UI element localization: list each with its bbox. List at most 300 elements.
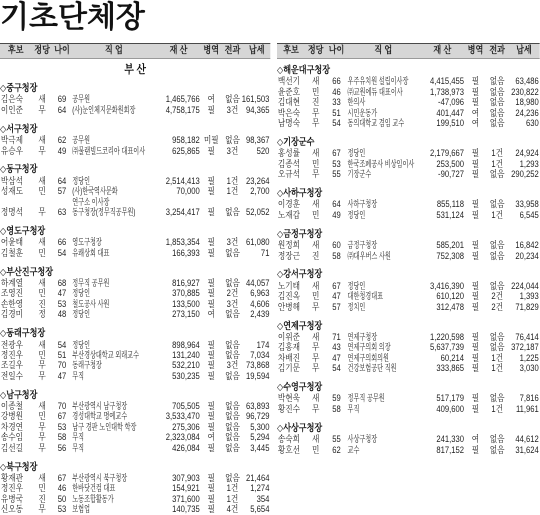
military-service: 필 xyxy=(207,278,215,289)
military-service: 필 xyxy=(207,421,215,432)
district-group xyxy=(0,329,270,381)
criminal-record: 없음 xyxy=(489,76,505,87)
occupation-text: ㈜교원에듀 대표이사 xyxy=(347,86,403,97)
occupation-text: 경성대학교 명예교수 xyxy=(72,411,128,422)
header-tax-paid: 납세 xyxy=(516,45,532,56)
party: 새 xyxy=(311,393,320,404)
candidate-row xyxy=(0,443,270,453)
occupation-text: 교수 xyxy=(347,444,360,455)
occupation xyxy=(347,342,420,352)
region-title: 부 산 xyxy=(124,64,146,76)
candidate-name: 박현욱 xyxy=(277,393,301,404)
header-property: 재 산 xyxy=(169,45,188,56)
criminal-record: 2건 xyxy=(491,301,503,312)
property: 958,182 xyxy=(172,135,200,146)
district-heading: ◇수영구청장 xyxy=(277,382,323,394)
header-party: 정당 xyxy=(307,45,324,56)
military-service: 필 xyxy=(207,349,215,360)
tax-paid: 6,545 xyxy=(519,209,539,220)
criminal-record: 1건 xyxy=(226,186,239,197)
military-service: 필 xyxy=(207,504,215,515)
candidate-name: 김은숙 xyxy=(0,94,24,105)
candidate-name: 황호선 xyxy=(277,444,301,455)
age: 59 xyxy=(332,393,341,404)
candidate-row xyxy=(0,176,270,186)
district-heading: ◇부산진구청장 xyxy=(0,266,54,278)
party: 민 xyxy=(38,288,46,299)
candidate-name: 송수임 xyxy=(0,432,24,443)
property: 816,927 xyxy=(172,278,200,289)
occupation xyxy=(347,445,420,455)
party: 진 xyxy=(38,298,46,309)
occupation xyxy=(347,393,420,403)
property: 817,152 xyxy=(436,444,464,455)
occupation xyxy=(347,159,420,169)
age: 33 xyxy=(332,97,341,108)
occupation-text: 연제구의회의원 xyxy=(347,352,389,363)
military-service: 필 xyxy=(207,104,215,115)
candidate-row xyxy=(277,302,540,312)
header-criminal-record: 전과 xyxy=(489,45,505,56)
occupation-text: ㈜대우버스 사원 xyxy=(347,250,391,261)
tax-paid: 372,187 xyxy=(511,342,539,353)
left-candidate-table xyxy=(0,43,270,515)
age: 60 xyxy=(332,240,341,251)
tax-paid: 21,464 xyxy=(246,472,270,483)
property: -90,727 xyxy=(438,169,464,180)
age: 53 xyxy=(332,158,341,169)
age: 47 xyxy=(57,370,67,381)
occupation-text: 부산경상대학교 외래교수 xyxy=(72,349,139,360)
occupation xyxy=(71,299,156,309)
district-group xyxy=(277,66,540,128)
occupation-text: 우주유치원 설립이사장 xyxy=(347,76,409,87)
header-criminal-record: 전과 xyxy=(224,45,241,56)
criminal-record: 없음 xyxy=(489,86,505,97)
criminal-record: 없음 xyxy=(225,370,240,381)
candidate-row xyxy=(0,360,270,370)
occupation xyxy=(71,504,156,514)
occupation xyxy=(71,443,156,453)
candidate-row xyxy=(0,94,270,104)
property: 4,758,175 xyxy=(165,104,200,115)
occupation xyxy=(71,494,156,504)
candidate-name: 백선기 xyxy=(277,76,301,87)
property: 1,465,766 xyxy=(165,94,200,105)
property: 3,254,417 xyxy=(165,207,200,218)
candidate-row xyxy=(0,186,270,207)
criminal-record: 없음 xyxy=(225,349,240,360)
criminal-record: 없음 xyxy=(225,339,240,350)
criminal-record: 없음 xyxy=(489,250,505,261)
occupation xyxy=(347,332,420,342)
property: 5,637,739 xyxy=(429,342,464,353)
criminal-record: 3건 xyxy=(226,145,239,156)
property: 855,118 xyxy=(436,199,464,210)
property: 705,505 xyxy=(172,401,200,412)
criminal-record: 없음 xyxy=(225,207,240,218)
occupation-text: 사하구청장 xyxy=(347,199,378,210)
age: 53 xyxy=(57,504,67,515)
age: 46 xyxy=(57,483,67,494)
party: 새 xyxy=(311,199,320,210)
criminal-record: 없음 xyxy=(225,278,240,289)
property: 517,179 xyxy=(436,393,464,404)
military-service: 필 xyxy=(471,291,480,302)
criminal-record: 없음 xyxy=(489,393,505,404)
occupation xyxy=(347,363,420,373)
occupation-text: 무직 xyxy=(347,403,360,414)
military-service: 필 xyxy=(207,411,215,422)
party: 민 xyxy=(38,349,46,360)
age: 55 xyxy=(332,169,341,180)
district-heading: ◇강서구청장 xyxy=(277,269,323,281)
tax-paid: 18,980 xyxy=(515,97,539,108)
occupation xyxy=(347,169,420,179)
tax-paid: 19,594 xyxy=(246,370,270,381)
district-group xyxy=(277,189,540,220)
tax-paid: 3,030 xyxy=(519,363,539,374)
district-group xyxy=(0,391,270,453)
header-military-service: 병역 xyxy=(467,45,484,56)
property: 253,500 xyxy=(436,158,464,169)
occupation xyxy=(71,288,156,298)
tax-paid: 76,414 xyxy=(515,331,539,342)
occupation-text: 무직 xyxy=(72,432,85,443)
property: 166,393 xyxy=(172,247,200,258)
age: 58 xyxy=(332,403,341,414)
military-service: 필 xyxy=(471,169,480,180)
property: 530,235 xyxy=(172,370,200,381)
candidate-row xyxy=(0,401,270,411)
party: 무 xyxy=(311,107,320,118)
candidate-name: 하계열 xyxy=(0,278,24,289)
district-heading: ◇사상구청장 xyxy=(277,422,323,434)
age: 68 xyxy=(57,278,67,289)
property: 131,240 xyxy=(172,349,200,360)
criminal-record: 1건 xyxy=(491,209,503,220)
military-service: 필 xyxy=(471,352,480,363)
candidate-row xyxy=(277,342,540,352)
property: 585,201 xyxy=(436,240,464,251)
candidate-row xyxy=(0,309,270,319)
property: -47,096 xyxy=(438,97,464,108)
occupation-text: 시민운동가 xyxy=(347,107,378,118)
military-service: 여 xyxy=(207,94,215,105)
criminal-record: 없음 xyxy=(225,411,240,422)
property: 333,865 xyxy=(436,363,464,374)
tax-paid: 61,080 xyxy=(246,237,270,248)
candidate-name: 김홍재 xyxy=(277,342,301,353)
candidate-name: 송숙희 xyxy=(277,434,301,445)
criminal-record: 없음 xyxy=(225,309,240,320)
candidate-row xyxy=(277,363,540,373)
district-group xyxy=(277,383,540,414)
occupation-text: 유쾌상회 대표 xyxy=(72,247,110,258)
candidate-name: 김대현 xyxy=(277,97,301,108)
military-service: 필 xyxy=(207,472,215,483)
candidate-row xyxy=(277,251,540,261)
criminal-record: 4건 xyxy=(226,504,239,515)
header-candidate-name: 후보 xyxy=(283,45,299,56)
party: 진 xyxy=(311,250,320,261)
criminal-record: 없음 xyxy=(489,107,505,118)
occupation xyxy=(347,148,420,158)
tax-paid: 52,052 xyxy=(246,207,270,218)
military-service: 여 xyxy=(471,434,480,445)
occupation-text: 영도구청장 xyxy=(72,237,102,248)
tax-paid: 290,252 xyxy=(511,169,539,180)
military-service: 필 xyxy=(471,209,480,220)
military-service: 필 xyxy=(207,145,215,156)
military-service: 필 xyxy=(207,207,215,218)
military-service: 필 xyxy=(471,363,480,374)
occupation-text: 연제구의회 의장 xyxy=(347,342,391,353)
military-service: 필 xyxy=(471,301,480,312)
military-service: 필 xyxy=(471,444,480,455)
candidate-row xyxy=(0,105,270,115)
candidate-row xyxy=(277,434,540,444)
age: 67 xyxy=(332,148,341,159)
property: 199,510 xyxy=(436,118,464,129)
military-service: 여 xyxy=(207,309,215,320)
criminal-record: 없음 xyxy=(489,97,505,108)
occupation xyxy=(71,432,156,442)
district-heading: ◇중구청장 xyxy=(0,83,38,94)
candidate-name: 전광우 xyxy=(0,339,24,350)
tax-paid: 520 xyxy=(256,145,270,156)
party: 무 xyxy=(311,169,320,180)
candidate-row xyxy=(277,159,540,169)
party: 민 xyxy=(38,247,46,258)
candidate-row xyxy=(277,148,540,158)
occupation-text: 정당인 xyxy=(347,280,366,291)
candidate-name: 차배진 xyxy=(277,352,301,363)
party: 새 xyxy=(311,434,320,445)
candidate-name: 김철훈 xyxy=(0,247,24,258)
military-service: 필 xyxy=(471,148,480,159)
occupation xyxy=(347,434,420,444)
party: 새 xyxy=(311,280,320,291)
criminal-record: 3건 xyxy=(226,360,239,371)
occupation-text: ㈜물랜빌드코리아 대표이사 xyxy=(72,145,146,156)
age: 70 xyxy=(57,401,67,412)
property: 532,210 xyxy=(172,360,200,371)
occupation-text: 정당인 xyxy=(347,209,366,220)
candidate-row xyxy=(0,350,270,360)
age: 47 xyxy=(332,352,341,363)
district-group xyxy=(0,84,270,115)
property: 70,000 xyxy=(176,186,200,197)
property: 273,150 xyxy=(172,309,200,320)
candidate-name: 오규석 xyxy=(277,169,301,180)
occupation-text: 정무직 공무원 xyxy=(347,393,385,404)
tax-paid: 6,963 xyxy=(250,288,270,299)
criminal-record: 없음 xyxy=(489,199,505,210)
occupation xyxy=(71,473,156,483)
property: 625,865 xyxy=(172,145,200,156)
candidate-name: 황진수 xyxy=(277,403,301,414)
military-service: 필 xyxy=(471,240,480,251)
candidate-name: 원정희 xyxy=(277,240,301,251)
header-age: 나이 xyxy=(328,45,345,56)
occupation-text: 정당인 xyxy=(72,339,90,350)
criminal-record: 없음 xyxy=(225,442,240,453)
occupation xyxy=(71,350,156,360)
occupation-text: 남구 경판 노인대학 학장 xyxy=(72,421,137,432)
candidate-name: 성재도 xyxy=(0,186,24,197)
party: 무 xyxy=(311,118,320,129)
header-party: 정당 xyxy=(34,45,50,56)
district-heading: ◇연제구청장 xyxy=(277,320,323,332)
party: 무 xyxy=(38,145,46,156)
tax-paid: 63,486 xyxy=(515,76,539,87)
occupation xyxy=(71,146,156,156)
party: 민 xyxy=(311,158,320,169)
tax-paid: 73,868 xyxy=(246,360,270,371)
occupation xyxy=(347,108,420,118)
party: 새 xyxy=(38,94,46,105)
military-service: 필 xyxy=(207,247,215,258)
property: 133,500 xyxy=(172,298,200,309)
age: 63 xyxy=(57,207,67,218)
age: 67 xyxy=(332,280,341,291)
candidate-name: 김기문 xyxy=(277,363,301,374)
military-service: 필 xyxy=(207,360,215,371)
occupation xyxy=(347,240,420,250)
party: 새 xyxy=(311,240,320,251)
property: 426,084 xyxy=(172,442,200,453)
criminal-record: 없음 xyxy=(489,280,505,291)
occupation xyxy=(347,281,420,291)
party: 무 xyxy=(311,342,320,353)
occupation xyxy=(347,87,420,97)
military-service: 필 xyxy=(207,339,215,350)
age: 70 xyxy=(57,360,67,371)
party: 민 xyxy=(311,444,320,455)
party: 민 xyxy=(311,209,320,220)
occupation xyxy=(347,302,420,312)
criminal-record: 없음 xyxy=(225,421,240,432)
criminal-record: 없음 xyxy=(489,240,505,251)
military-service: 여 xyxy=(471,107,480,118)
criminal-record: 없음 xyxy=(225,247,240,258)
candidate-row xyxy=(0,483,270,493)
district-group xyxy=(0,165,270,217)
age: 46 xyxy=(332,86,341,97)
tax-paid: 7,816 xyxy=(519,393,539,404)
occupation-text: 공무원 xyxy=(72,94,90,105)
candidate-name: 김종석 xyxy=(277,158,301,169)
candidate-row xyxy=(0,371,270,381)
property: 1,220,598 xyxy=(429,331,464,342)
party: 무 xyxy=(38,370,46,381)
criminal-record: 3건 xyxy=(226,104,239,115)
criminal-record: 1건 xyxy=(226,175,239,186)
property: 531,124 xyxy=(436,209,464,220)
candidate-name: 홍성률 xyxy=(277,148,301,159)
party: 새 xyxy=(38,278,46,289)
candidate-name: 전일수 xyxy=(0,370,24,381)
military-service: 필 xyxy=(207,186,215,197)
occupation xyxy=(347,404,420,414)
candidate-row xyxy=(0,504,270,514)
age: 53 xyxy=(57,421,67,432)
occupation-text: 연제구청장 xyxy=(347,331,378,342)
military-service: 필 xyxy=(471,76,480,87)
tax-paid: 98,367 xyxy=(246,135,270,146)
district-heading: ◇해운대구청장 xyxy=(277,65,331,76)
page-title: 기초단체장 xyxy=(0,1,145,34)
military-service: 필 xyxy=(207,493,215,504)
candidate-name: 조길우 xyxy=(0,360,24,371)
header-tax-paid: 납세 xyxy=(248,45,265,56)
occupation xyxy=(71,135,156,145)
district-heading: ◇서구청장 xyxy=(0,123,38,135)
right-candidate-table xyxy=(277,43,540,455)
candidate-row xyxy=(0,237,270,247)
criminal-record: 없음 xyxy=(225,94,240,105)
property: 312,478 xyxy=(436,301,464,312)
age: 47 xyxy=(57,288,67,299)
property: 307,903 xyxy=(172,472,200,483)
tax-paid: 31,624 xyxy=(515,444,539,455)
candidate-row xyxy=(277,240,540,250)
candidate-row xyxy=(277,445,540,455)
candidate-name: 정장근 xyxy=(277,250,301,261)
criminal-record: 1건 xyxy=(491,352,503,363)
age: 62 xyxy=(332,444,341,455)
occupation-text: 동의대학교 겸임 교수 xyxy=(347,118,405,129)
candidate-row xyxy=(277,199,540,209)
district-group xyxy=(0,268,270,320)
criminal-record: 1건 xyxy=(491,158,503,169)
criminal-record: 없음 xyxy=(225,135,240,146)
occupation-text: 정당인 xyxy=(72,288,90,299)
tax-paid: 94,365 xyxy=(246,104,270,115)
candidate-row xyxy=(277,332,540,342)
district-group xyxy=(0,463,270,515)
military-service: 필 xyxy=(471,158,480,169)
party: 무 xyxy=(38,432,46,443)
tax-paid: 33,958 xyxy=(515,199,539,210)
age: 47 xyxy=(332,291,341,302)
tax-paid: 1,225 xyxy=(519,352,539,363)
tax-paid: 96,729 xyxy=(246,411,270,422)
district-heading: ◇기장군수 xyxy=(277,136,315,148)
candidate-name: 황재관 xyxy=(0,472,24,483)
age: 43 xyxy=(332,342,341,353)
party: 새 xyxy=(38,401,46,412)
candidate-row xyxy=(277,210,540,220)
party: 새 xyxy=(38,237,46,248)
district-group xyxy=(277,230,540,261)
age: 67 xyxy=(57,472,67,483)
age: 64 xyxy=(57,175,67,186)
property: 60,214 xyxy=(440,352,464,363)
district-group xyxy=(277,270,540,312)
criminal-record: 3건 xyxy=(226,237,239,248)
candidate-name: 안병해 xyxy=(277,301,301,312)
candidate-row xyxy=(0,288,270,298)
candidate-row xyxy=(0,411,270,421)
age: 55 xyxy=(332,434,341,445)
candidate-name: 정진우 xyxy=(0,483,24,494)
military-service: 필 xyxy=(471,280,480,291)
criminal-record: 1건 xyxy=(491,363,503,374)
occupation-text: 부산광역시 남구청장 xyxy=(72,401,128,412)
occupation xyxy=(71,401,156,411)
